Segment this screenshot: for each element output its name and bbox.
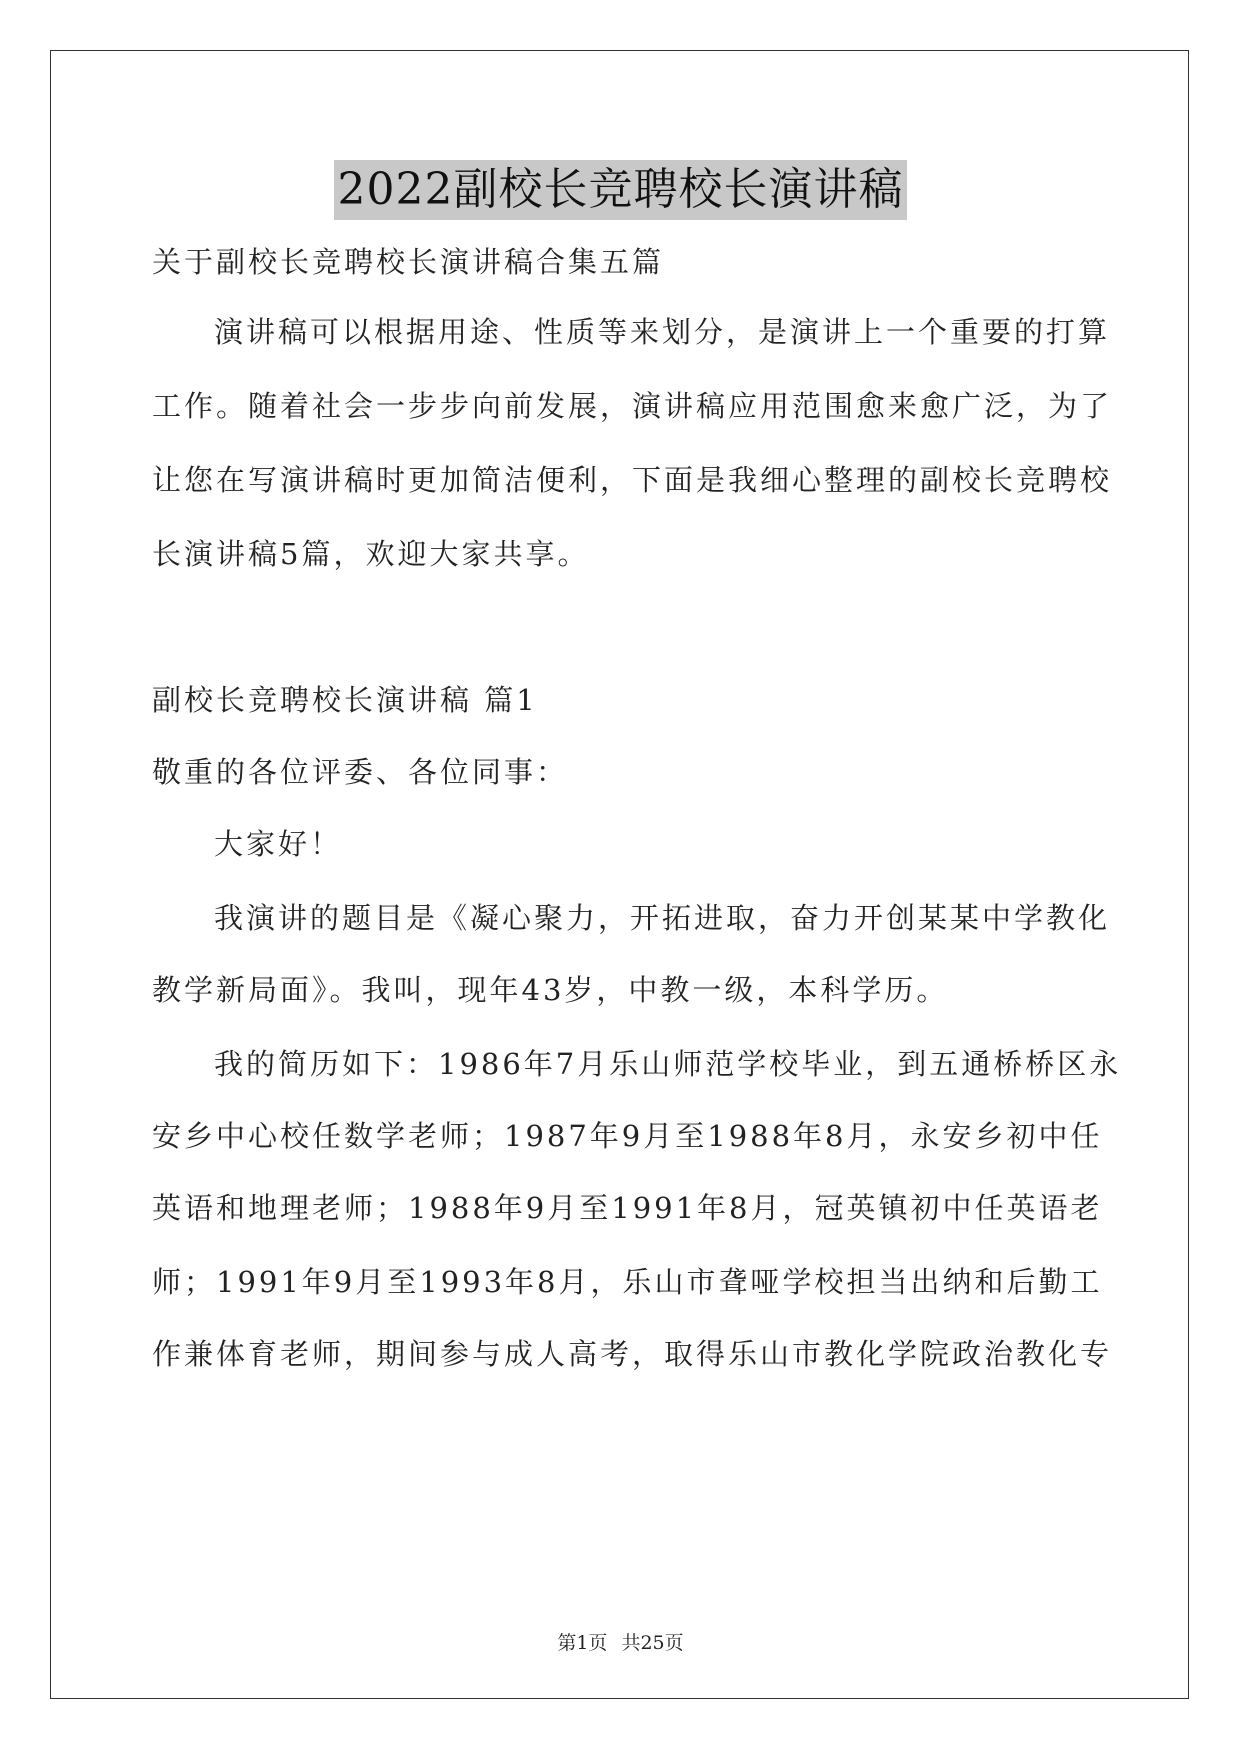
paragraph-line: 让您在写演讲稿时更加简洁便利，下面是我细心整理的副校长竞聘校 bbox=[152, 463, 1113, 497]
paragraph-line: 师；1991年9月至1993年8月，乐山市聋哑学校担当出纳和后勤工 bbox=[152, 1265, 1103, 1299]
section-heading: 副校长竞聘校长演讲稿 篇1 bbox=[152, 683, 538, 717]
paragraph-line: 工作。随着社会一步步向前发展，演讲稿应用范围愈来愈广泛，为了 bbox=[152, 389, 1113, 423]
paragraph-line: 英语和地理老师；1988年9月至1991年8月，冠英镇初中任英语老 bbox=[152, 1191, 1103, 1225]
paragraph-line: 长演讲稿5篇，欢迎大家共享。 bbox=[152, 537, 590, 571]
subtitle-line: 关于副校长竞聘校长演讲稿合集五篇 bbox=[152, 245, 665, 279]
paragraph-line: 我的简历如下：1986年7月乐山师范学校毕业，到五通桥桥区永 bbox=[214, 1047, 1122, 1081]
paragraph-line: 演讲稿可以根据用途、性质等来划分，是演讲上一个重要的打算 bbox=[214, 315, 1111, 349]
page-number: 第1页 bbox=[557, 1632, 608, 1654]
page-footer bbox=[0, 1628, 1241, 1655]
greeting-line: 大家好！ bbox=[214, 827, 343, 861]
paragraph-line: 我演讲的题目是《凝心聚力，开拓进取，奋力开创某某中学教化 bbox=[214, 901, 1111, 935]
salutation-line: 敬重的各位评委、各位同事： bbox=[152, 755, 569, 789]
title-container bbox=[0, 160, 1241, 220]
page-total: 共25页 bbox=[621, 1632, 684, 1654]
paragraph-line: 安乡中心校任数学老师；1987年9月至1988年8月，永安乡初中任 bbox=[152, 1119, 1103, 1153]
paragraph-line: 教学新局面》。我叫，现年43岁，中教一级，本科学历。 bbox=[152, 973, 949, 1007]
page-border bbox=[50, 50, 1189, 1699]
paragraph-line: 作兼体育老师，期间参与成人高考，取得乐山市教化学院政治教化专 bbox=[152, 1337, 1113, 1371]
document-title: 2022副校长竞聘校长演讲稿 bbox=[334, 160, 908, 220]
